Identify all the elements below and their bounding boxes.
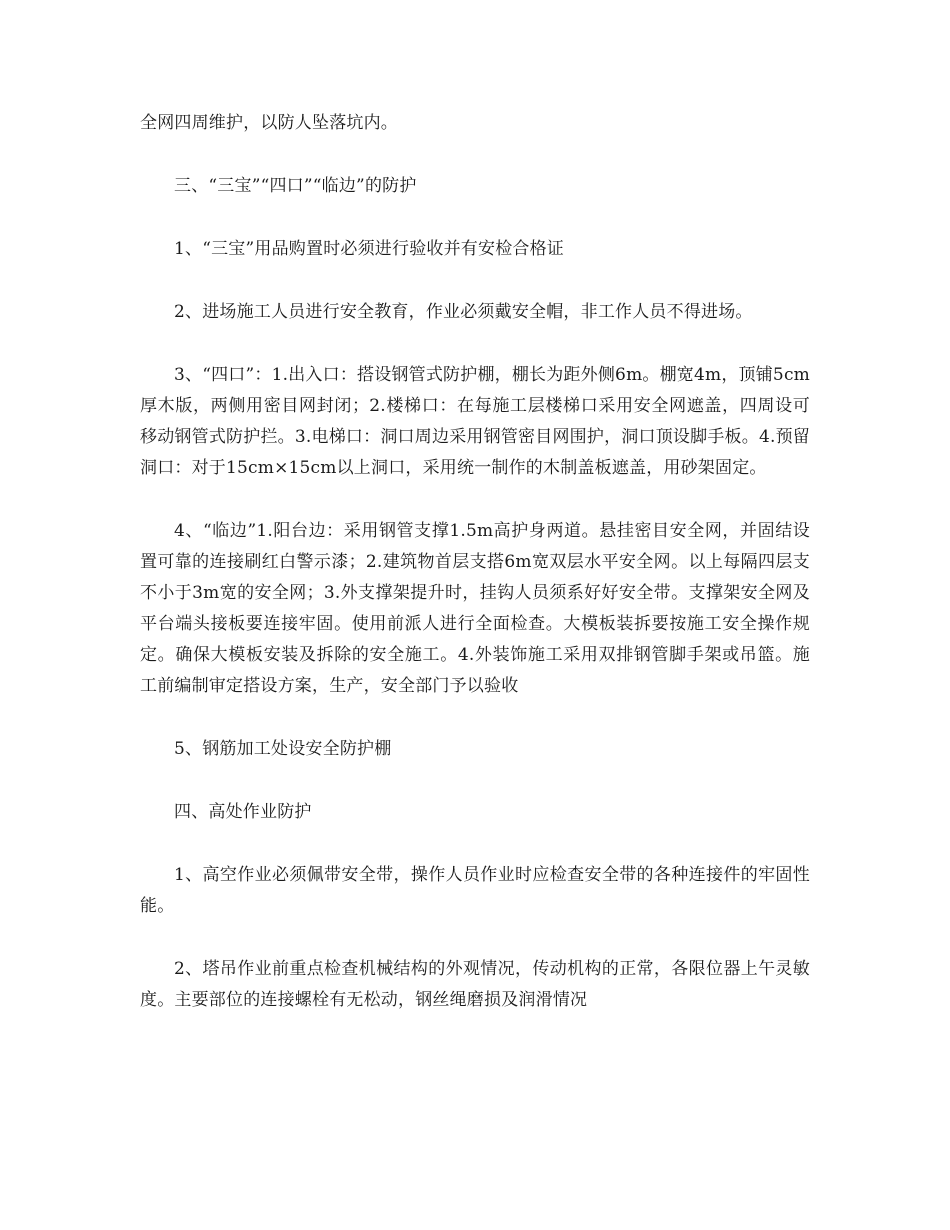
paragraph-item-2: 2、进场施工人员进行安全教育，作业必须戴安全帽，非工作人员不得进场。 xyxy=(174,302,753,322)
section-heading-four: 四、高处作业防护 xyxy=(174,802,312,822)
paragraph-continuation: 全网四周维护，以防人坠落坑内。 xyxy=(140,113,398,133)
paragraph-item-4: 4、“临边”1.阳台边：采用钢管支撑1.5m高护身两道。悬挂密目安全网，并固结设置可靠的连接刷红白警示漆；2.建筑物首层支搭6m宽双层水平安全网。以上每隔四层支不小于3m宽的安全网；3.外支撑架提升时，挂钩人员须系好好安全带。支撑架安全网及平台端头接板要连接牢固。使用前派人进行全面检查。大模板装拆要按施工安全操作规定。确保大模板安装及拆除的安全施工。4.外装饰施工采用双排钢管脚手架或吊篮。施工前编制审定搭设方案，生产，安全部门予以验收 xyxy=(140,521,810,696)
paragraph-height-item-1: 1、高空作业必须佩带安全带，操作人员作业时应检查安全带的各种连接件的牢固性能。 xyxy=(140,865,810,916)
section-heading-three: 三、“三宝”“四口”“临边”的防护 xyxy=(174,176,417,196)
paragraph-height-item-2: 2、塔吊作业前重点检查机械结构的外观情况，传动机构的正常，各限位器上午灵敏度。主要部位的连接螺栓有无松动，钢丝绳磨损及润滑情况 xyxy=(140,959,810,1010)
paragraph-item-3: 3、“四口”：1.出入口：搭设钢管式防护棚，棚长为距外侧6m。棚宽4m，顶铺5cm厚木版，两侧用密目网封闭；2.楼梯口：在每施工层楼梯口采用安全网遮盖，四周设可移动钢管式防护拦。3.电梯口：洞口周边采用钢管密目网围护，洞口顶设脚手板。4.预留洞口：对于15cm×15cm以上洞口，采用统一制作的木制盖板遮盖，用砂架固定。 xyxy=(140,365,810,478)
paragraph-item-1: 1、“三宝”用品购置时必须进行验收并有安检合格证 xyxy=(174,239,564,259)
document-body xyxy=(140,108,810,1048)
paragraph-item-5: 5、钢筋加工处设安全防护棚 xyxy=(174,739,392,759)
